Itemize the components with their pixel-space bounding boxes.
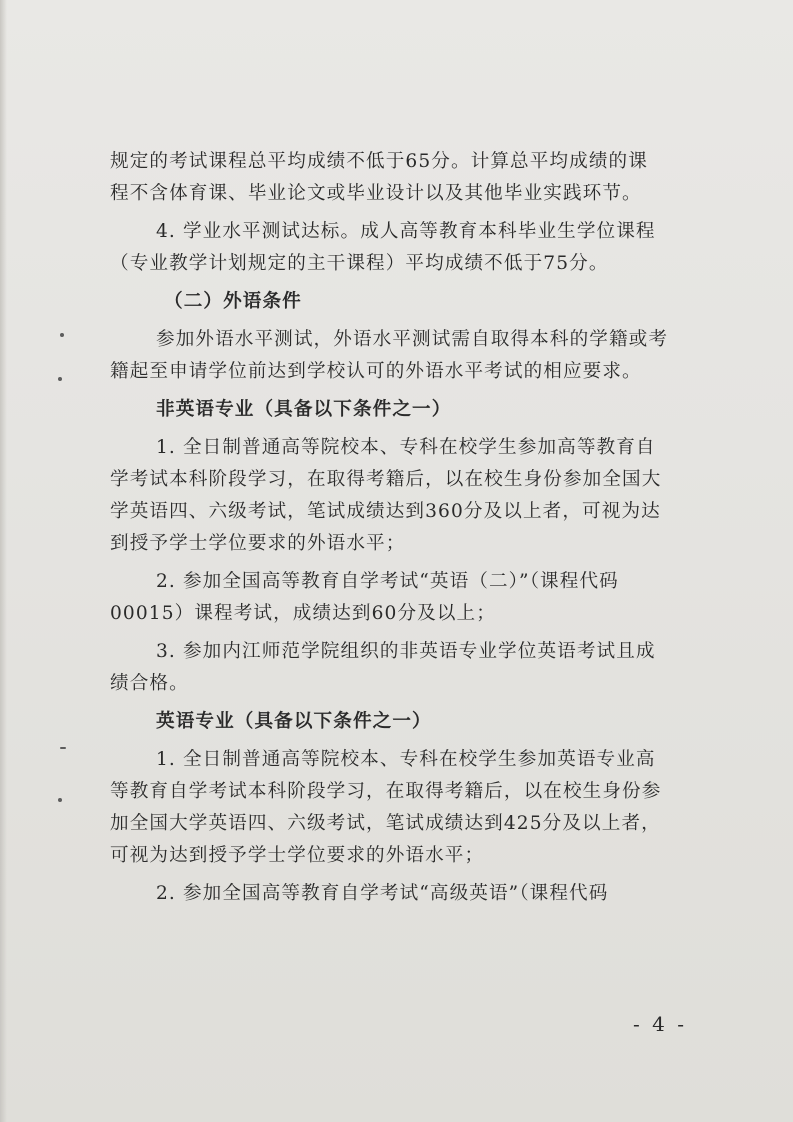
margin-dot [58,798,62,802]
paragraph-line: 加全国大学英语四、六级考试，笔试成绩达到425分及以上者， [110,813,661,834]
paragraph-line: 绩合格。 [110,673,189,694]
page-number: - 4 - [633,1012,687,1036]
paragraph-line: 参加外语水平测试，外语水平测试需自取得本科的学籍或考 [156,329,669,350]
paragraph-line: 学英语四、六级考试，笔试成绩达到360分及以上者，可视为达 [110,501,661,522]
paragraph-line: 4. 学业水平测试达标。成人高等教育本科毕业生学位课程 [156,221,656,242]
paragraph-line: 3. 参加内江师范学院组织的非英语专业学位英语考试且成 [156,641,656,662]
paragraph-line: 1. 全日制普通高等院校本、专科在校学生参加高等教育自 [156,437,656,458]
paragraph-line: 到授予学士学位要求的外语水平； [110,533,406,554]
body-text [110,146,695,910]
margin-dot [60,333,64,337]
paragraph-line: 学考试本科阶段学习，在取得考籍后，以在校生身份参加全国大 [110,469,662,490]
subsection-heading: 英语专业（具备以下条件之一） [156,711,432,732]
paragraph-line: 程不含体育课、毕业论文或毕业设计以及其他毕业实践环节。 [110,183,642,204]
paragraph-line: 00015）课程考试，成绩达到60分及以上； [110,603,496,624]
paragraph-line: 籍起至申请学位前达到学校认可的外语水平考试的相应要求。 [110,361,642,382]
margin-dot [58,377,62,381]
paragraph-line: （专业教学计划规定的主干课程）平均成绩不低于75分。 [110,253,609,274]
subsection-heading: 非英语专业（具备以下条件之一） [156,399,452,420]
margin-dot [60,747,66,749]
paragraph-line: 规定的考试课程总平均成绩不低于65分。计算总平均成绩的课 [110,151,648,172]
paragraph-line: 1. 全日制普通高等院校本、专科在校学生参加英语专业高 [156,749,656,770]
paragraph-line: 2. 参加全国高等教育自学考试“英语（二）”（课程代码 [156,571,619,592]
paragraph-line: 2. 参加全国高等教育自学考试“高级英语”（课程代码 [156,883,609,904]
paragraph-line: 可视为达到授予学士学位要求的外语水平； [110,845,485,866]
section-heading: （二）外语条件 [164,291,302,312]
paragraph-line: 等教育自学考试本科阶段学习，在取得考籍后，以在校生身份参 [110,781,662,802]
